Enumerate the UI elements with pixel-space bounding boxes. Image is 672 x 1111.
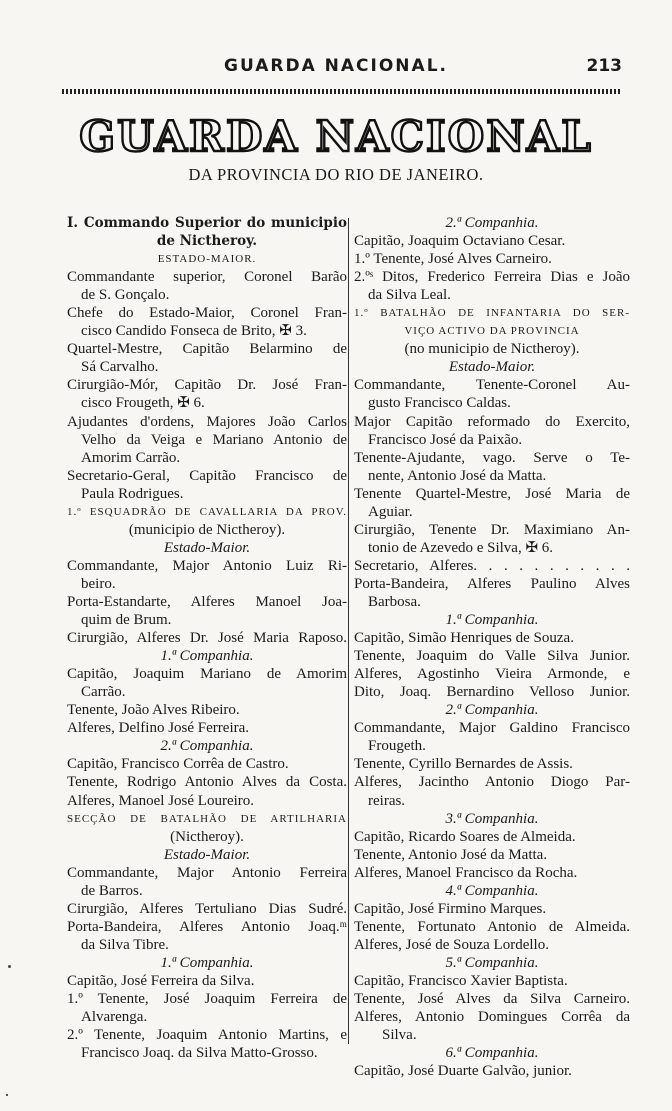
text-line: 1.º Tenente, José Joaquim Ferreira de: [67, 991, 347, 1008]
section-heading: ESTADO-MAIOR.: [157, 253, 257, 266]
text-line: I. Commando Superior do municipio: [67, 215, 347, 231]
text-line: (Nictheroy).: [170, 828, 244, 845]
text-line: Capitão, José Ferreira da Silva.: [67, 972, 255, 989]
text-line: Francisco José da Paixão.: [368, 431, 523, 448]
right-column: [354, 214, 630, 1080]
subsection-heading: Estado-Maior.: [448, 359, 536, 376]
text-line: Capitão, Francisco Xavier Baptista.: [354, 972, 568, 989]
text-line: Tenente, José Alves da Silva Carneiro.: [354, 991, 630, 1008]
text-line: Frougeth.: [368, 738, 426, 755]
text-line: Capitão, Ricardo Soares de Almeida.: [354, 828, 576, 845]
text-line: Cirurgião-Mór, Capitão Dr. José Fran-: [67, 377, 347, 394]
subsection-heading: 1.ª Companhia.: [160, 648, 254, 665]
text-line: 2.º Tenente, Joaquim Antonio Martins, e: [67, 1027, 347, 1044]
text-line: Alferes, Manoel José Loureiro.: [67, 792, 255, 809]
text-line: nente, Antonio José da Matta.: [368, 467, 547, 484]
subsection-heading: Estado-Maior.: [163, 846, 251, 863]
subsection-heading: 6.ª Companhia.: [445, 1045, 539, 1062]
text-line: Ajudantes d'ordens, Majores João Carlos: [67, 413, 347, 430]
text-line: Cirurgião, Alferes Dr. José Maria Raposo.: [67, 630, 347, 647]
running-header: [0, 56, 672, 80]
text-line: Capitão, José Duarte Galvão, junior.: [354, 1063, 572, 1080]
text-line: Porta-Estandarte, Alferes Manoel Joa-: [67, 593, 347, 610]
text-line: Carrão.: [81, 684, 126, 701]
text-line: Alferes, Delfino José Ferreira.: [67, 720, 250, 737]
page-speck: [6, 1094, 8, 1096]
text-line: cisco Candido Fonseca de Brito, ✠ 3.: [81, 323, 307, 340]
text-line: Aguiar.: [368, 503, 413, 520]
page-subtitle: DA PROVINCIA DO RIO DE JANEIRO.: [188, 165, 484, 184]
text-line: Dito, Joaq. Bernardino Velloso Junior.: [354, 684, 630, 701]
text-line: quim de Brum.: [81, 612, 172, 629]
column-divider: [348, 218, 349, 1044]
text-line: Paula Rodrigues.: [81, 485, 184, 502]
text-line: Silva.: [382, 1027, 417, 1044]
text-line: Chefe do Estado-Maior, Coronel Fran-: [67, 305, 347, 322]
subsection-heading: 4.ª Companhia.: [445, 882, 539, 899]
text-line: Tenente, Antonio José da Matta.: [354, 846, 548, 863]
text-line: (no municipio de Nictheroy).: [404, 341, 580, 358]
subsection-heading: 2.ª Companhia.: [445, 702, 539, 719]
text-line: Tenente, João Alves Ribeiro.: [67, 702, 240, 719]
section-heading: 1.º ESQUADRÃO DE CAVALLARIA DA PROV.: [67, 505, 347, 518]
text-line: 1.º Tenente, José Alves Carneiro.: [354, 251, 552, 268]
text-line: Commandante superior, Coronel Barão: [67, 269, 347, 286]
text-line: Commandante, Major Galdino Francisco: [354, 720, 630, 737]
section-heading: SECÇÃO DE BATALHÃO DE ARTILHARIA: [67, 812, 347, 825]
text-line: Alferes, José de Souza Lordello.: [354, 936, 549, 953]
text-line: da Silva Leal.: [368, 287, 451, 304]
subsection-heading: 2.ª Companhia.: [445, 215, 539, 231]
text-line: Tenente, Cyrillo Bernardes de Assis.: [354, 756, 573, 773]
text-line: Alferes, Manoel Francisco da Rocha.: [354, 864, 578, 881]
page-number: 213: [586, 56, 622, 76]
text-line: Tenente-Ajudante, vago. Serve o Te-: [354, 449, 630, 466]
text-line: Porta-Bandeira, Alferes Paulino Alves: [354, 575, 630, 592]
text-line: gusto Francisco Caldas.: [368, 395, 511, 412]
text-line: Secretario, Alferes. . . . . . . . . . .: [354, 557, 630, 574]
text-line: Tenente Quartel-Mestre, José Maria de: [354, 485, 630, 502]
text-line: Cirurgião, Alferes Tertuliano Dias Sudré.: [67, 900, 347, 917]
text-line: beiro.: [81, 575, 116, 592]
text-line: Capitão, Joaquim Octaviano Cesar.: [354, 233, 566, 250]
text-line: Tenente, Joaquim do Valle Silva Junior.: [354, 648, 630, 665]
text-line: Barbosa.: [368, 593, 421, 610]
text-line: reiras.: [368, 792, 406, 809]
page-title: GUARDA NACIONAL: [79, 112, 593, 161]
text-line: 2.ºˢ Ditos, Frederico Ferreira Dias e João: [354, 269, 630, 286]
text-line: Cirurgião, Tenente Dr. Maximiano An-: [354, 521, 630, 538]
text-line: de Barros.: [81, 882, 143, 899]
text-line: Secretario-Geral, Capitão Francisco de: [67, 467, 347, 484]
section-heading: 1.º BATALHÃO DE INFANTARIA DO SER-: [354, 307, 630, 320]
text-line: Commandante, Major Antonio Ferreira: [67, 864, 347, 881]
text-line: Tenente, Rodrigo Antonio Alves da Costa.: [67, 774, 347, 791]
text-line: da Silva Tibre.: [81, 936, 169, 953]
text-line: Tenente, Fortunato Antonio de Almeida.: [354, 918, 630, 935]
text-line: Amorim Carrão.: [81, 449, 181, 466]
text-line: de Nictheroy.: [156, 233, 258, 250]
text-line: Commandante, Major Antonio Luiz Ri-: [67, 557, 347, 574]
page-speck: [8, 965, 11, 968]
text-line: (municipio de Nictheroy).: [128, 521, 286, 538]
subsection-heading: 2.ª Companhia.: [160, 738, 254, 755]
text-line: Quartel-Mestre, Capitão Belarmino de: [67, 341, 347, 358]
section-heading: VIÇO ACTIVO DA PROVINCIA: [404, 325, 580, 338]
left-column: [67, 214, 347, 1062]
text-line: tonio de Azevedo e Silva, ✠ 6.: [368, 539, 554, 556]
text-line: Capitão, Francisco Corrêa de Castro.: [67, 756, 289, 773]
text-line: Alferes, Jacintho Antonio Diogo Par-: [354, 774, 630, 791]
text-line: cisco Frougeth, ✠ 6.: [81, 395, 205, 412]
text-line: Capitão, Simão Henriques de Souza.: [354, 630, 574, 647]
subsection-heading: Estado-Maior.: [163, 539, 251, 556]
subsection-heading: 1.ª Companhia.: [160, 954, 254, 971]
text-line: Major Capitão reformado do Exercito,: [354, 413, 630, 430]
running-title: GUARDA NACIONAL.: [224, 56, 448, 76]
text-line: Commandante, Tenente-Coronel Au-: [354, 377, 630, 394]
text-line: Alferes, Agostinho Vieira Armonde, e: [354, 666, 630, 683]
text-line: Capitão, José Firmino Marques.: [354, 900, 547, 917]
text-line: Capitão, Joaquim Mariano de Amorim: [67, 666, 347, 683]
text-line: Francisco Joaq. da Silva Matto-Grosso.: [81, 1045, 318, 1062]
text-line: Porta-Bandeira, Alferes Antonio Joaq.ᵐ: [67, 918, 347, 935]
text-line: Alvarenga.: [81, 1009, 148, 1026]
text-line: Sá Carvalho.: [81, 359, 159, 376]
text-line: Alferes, Antonio Domingues Corrêa da: [354, 1009, 630, 1026]
subsection-heading: 3.ª Companhia.: [445, 810, 539, 827]
subsection-heading: 1.ª Companhia.: [445, 612, 539, 629]
text-line: de S. Gonçalo.: [81, 287, 170, 304]
text-line: Velho da Veiga e Mariano Antonio de: [81, 431, 347, 448]
subsection-heading: 5.ª Companhia.: [445, 954, 539, 971]
ornamental-rule: [62, 89, 622, 94]
